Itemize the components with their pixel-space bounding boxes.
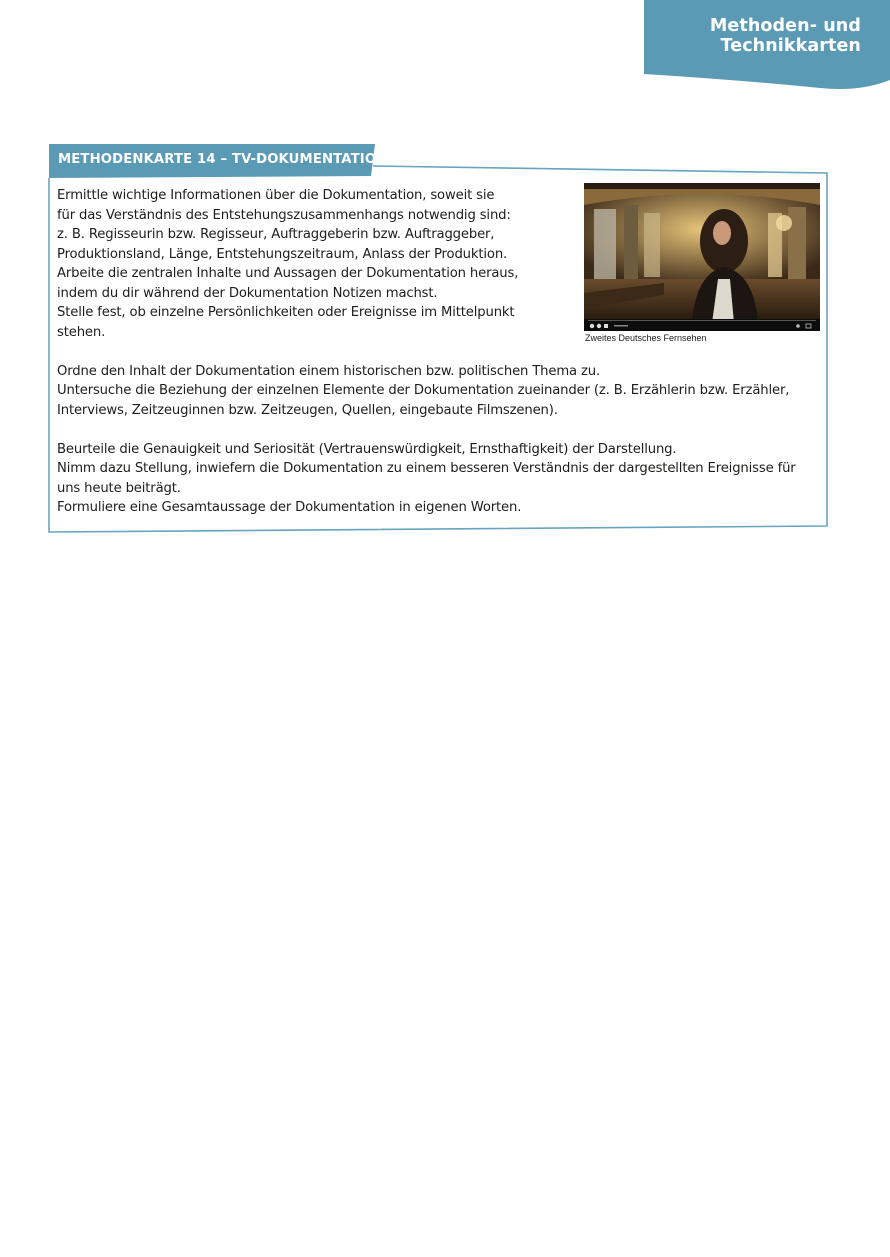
card-body [57, 186, 825, 518]
section-tab [0, 0, 890, 92]
section-title-line1: Methoden- und [709, 16, 861, 36]
section-title [661, 16, 861, 56]
text-line: uns heute beiträgt. [57, 480, 181, 496]
paragraph-evaluation [57, 440, 825, 518]
section-title-line2: Technikkarten [720, 36, 861, 56]
text-line: Nimm dazu Stellung, inwiefern die Dokumentation zu einem besseren Verständnis der dargestellten Ereignisse für [57, 461, 796, 476]
spacer [57, 342, 825, 362]
text-line: Beurteile die Genauigkeit und Seriosität (Vertrauenswürdigkeit, Ernsthaftigkeit) der Darstellung. [57, 441, 677, 457]
text-line: Formuliere eine Gesamtaussage der Dokumentation in eigenen Worten. [57, 500, 522, 515]
text-line: für das Verständnis des Entstehungszusammenhangs notwendig sind: [57, 207, 511, 223]
card-title: METHODENKARTE 14 – TV-DOKUMENTATION [58, 152, 388, 167]
text-line: Ermittle wichtige Informationen über die Dokumentation, soweit sie [57, 188, 495, 203]
text-line: Untersuche die Beziehung der einzelnen Elemente der Dokumentation zueinander (z. B. Erzählerin bzw. Erzähler, [57, 383, 790, 398]
text-line: Ordne den Inhalt der Dokumentation einem historischen bzw. politischen Thema zu. [57, 363, 601, 379]
text-line: indem du dir während der Dokumentation Notizen machst. [57, 285, 438, 301]
text-line: Stelle fest, ob einzelne Persönlichkeiten oder Ereignisse im Mittelpunkt [57, 305, 515, 320]
image-credit: Zweites Deutsches Fernsehen [585, 333, 707, 343]
text-line: stehen. [57, 324, 106, 340]
text-line: Arbeite die zentralen Inhalte und Aussagen der Dokumentation heraus, [57, 266, 519, 281]
paragraph-context [57, 186, 825, 342]
text-line: z. B. Regisseurin bzw. Regisseur, Auftraggeberin bzw. Auftraggeber, [57, 227, 495, 242]
card-heading [49, 144, 388, 178]
paragraph-analysis [57, 362, 825, 421]
spacer [57, 420, 825, 440]
text-line: Interviews, Zeitzeuginnen bzw. Zeitzeugen, Quellen, eingebaute Filmszenen). [57, 402, 558, 418]
text-line: Produktionsland, Länge, Entstehungszeitraum, Anlass der Produktion. [57, 246, 508, 262]
